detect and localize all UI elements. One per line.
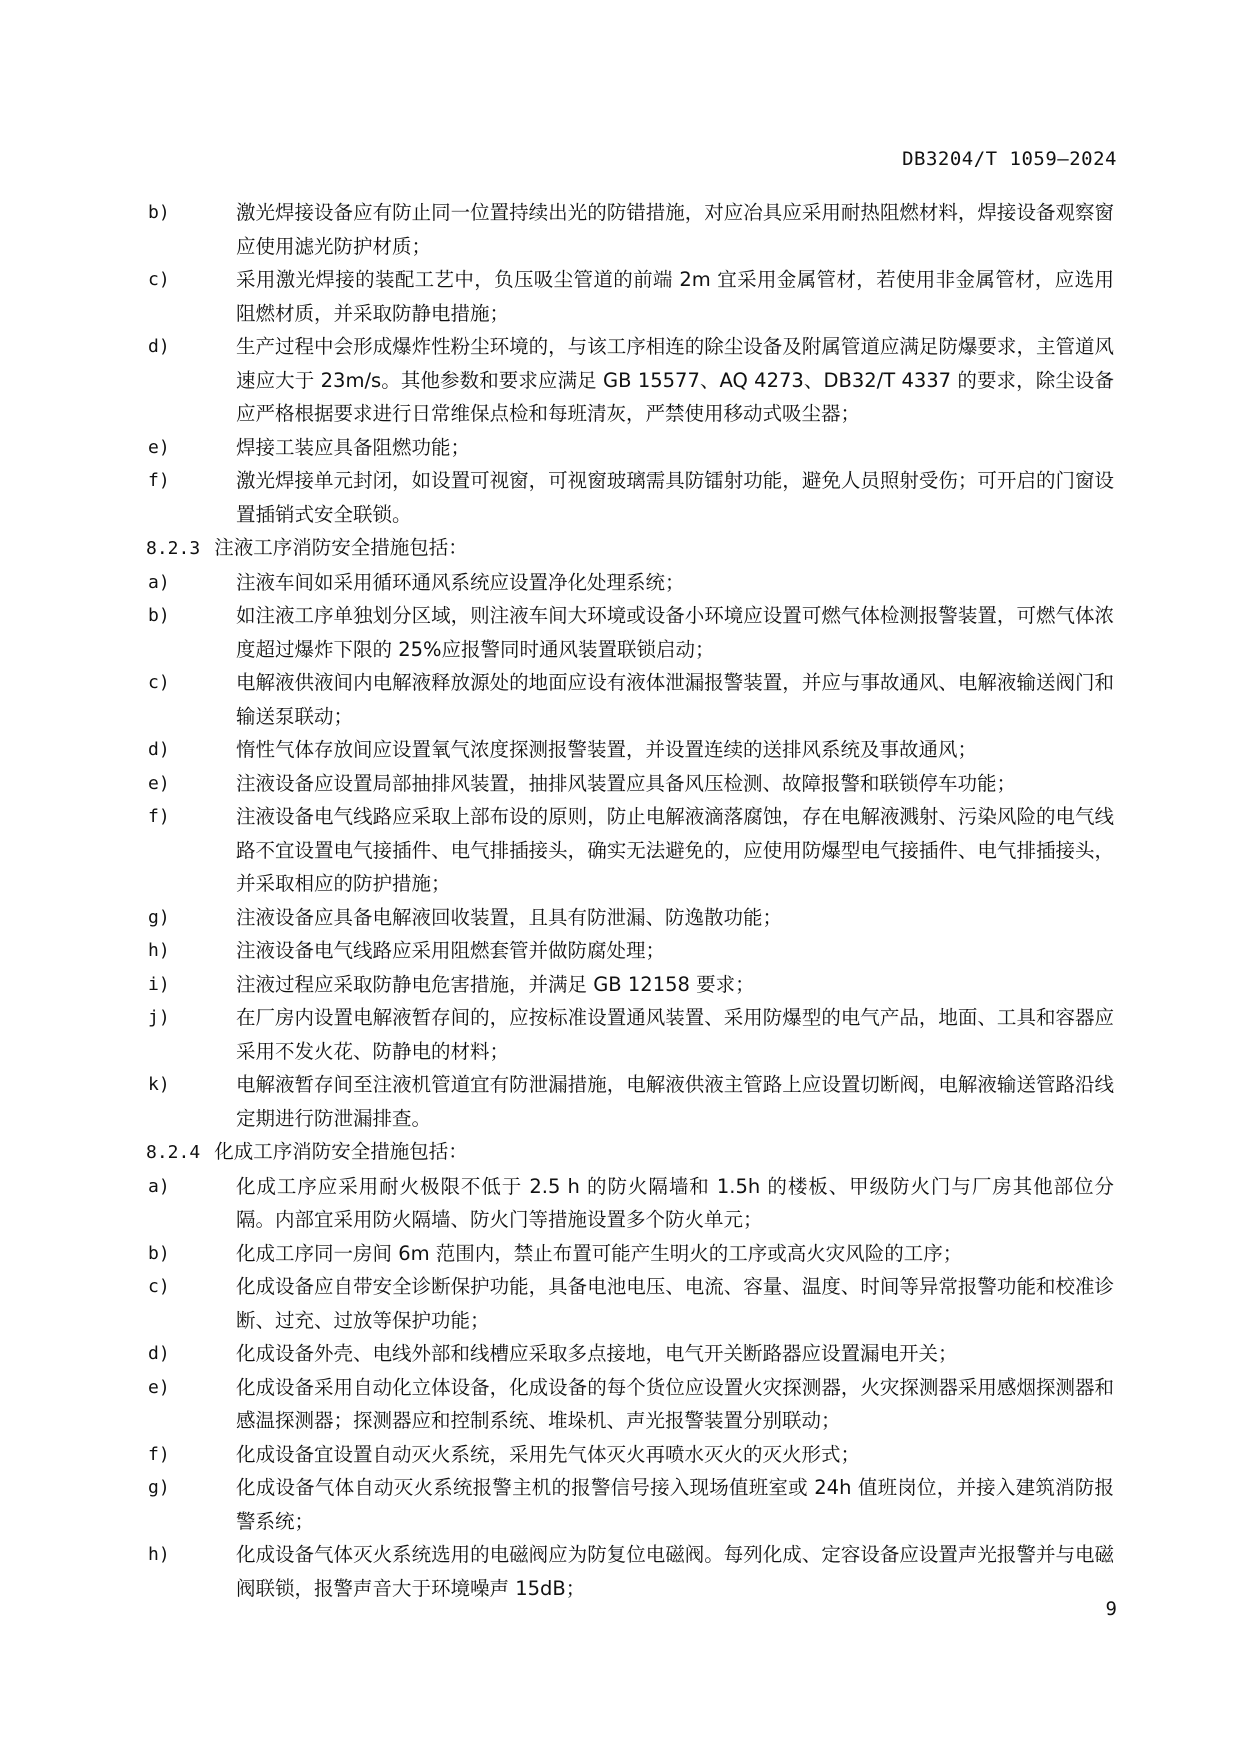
list-item-label: e) <box>148 1376 170 1398</box>
list-item <box>148 566 1114 600</box>
section-title: 化成工序消防安全措施包括： <box>214 1140 468 1163</box>
list-item <box>148 934 1114 968</box>
list-item <box>148 599 1114 666</box>
list-item <box>148 968 1114 1002</box>
section-number: 8.2.3 <box>146 538 201 559</box>
list-item-label: j) <box>148 1007 170 1028</box>
item-list-8-2-2 <box>0 196 1241 531</box>
list-item <box>148 1337 1114 1371</box>
list-item-label: c) <box>148 269 170 290</box>
list-item-text: 注液设备应具备电解液回收装置，且具有防泄漏、防逸散功能； <box>236 905 783 929</box>
item-list-8-2-4 <box>0 1170 1241 1606</box>
list-item-label: h) <box>148 1544 170 1565</box>
section-heading-8-2-3 <box>146 531 1114 566</box>
list-item <box>148 1001 1114 1068</box>
section-heading-8-2-4 <box>146 1135 1114 1170</box>
list-item-text: 激光焊接设备应有防止同一位置持续出光的防错措施，对应冶具应采用耐热阻燃材料，焊接设备观察窗应使用滤光防护材质； <box>236 201 1114 258</box>
list-item-text: 化成设备气体灭火系统选用的电磁阀应为防复位电磁阀。每列化成、定容设备应设置声光报警并与电磁阀联锁，报警声音大于环境噪声 15dB； <box>236 1543 1114 1600</box>
list-item-text: 在厂房内设置电解液暂存间的，应按标准设置通风装置、采用防爆型的电气产品，地面、工具和容器应采用不发火花、防静电的材料； <box>236 1006 1114 1063</box>
list-item-text: 化成工序应采用耐火极限不低于 2.5 h 的防火隔墙和 1.5h 的楼板、甲级防火门与厂房其他部位分隔。内部宜采用防火隔墙、防火门等措施设置多个防火单元； <box>236 1174 1114 1231</box>
list-item-label: b) <box>148 202 170 223</box>
list-item <box>148 733 1114 767</box>
list-item-text: 焊接工装应具备阻燃功能； <box>236 435 471 459</box>
list-item-text: 化成设备气体自动灭火系统报警主机的报警信号接入现场值班室或 24h 值班岗位，并接入建筑消防报警系统； <box>236 1476 1114 1533</box>
section-title: 注液工序消防安全措施包括： <box>214 536 468 559</box>
item-list-8-2-3 <box>0 566 1241 1136</box>
list-item <box>148 196 1114 263</box>
list-item-text: 化成工序同一房间 6m 范围内，禁止布置可能产生明火的工序或高火灾风险的工序； <box>236 1241 963 1265</box>
list-item <box>148 901 1114 935</box>
page-number: 9 <box>1105 1598 1117 1620</box>
list-item-text: 注液设备应设置局部抽排风装置，抽排风装置应具备风压检测、故障报警和联锁停车功能； <box>236 771 1017 795</box>
list-item-label: e) <box>148 436 170 458</box>
list-item-text: 电解液暂存间至注液机管道宜有防泄漏措施，电解液供液主管路上应设置切断阀，电解液输送管路沿线定期进行防泄漏排查。 <box>236 1073 1114 1130</box>
list-item-label: d) <box>148 336 170 357</box>
list-item-label: c) <box>148 1276 170 1297</box>
list-item-text: 化成设备应自带安全诊断保护功能，具备电池电压、电流、容量、温度、时间等异常报警功能和校准诊断、过充、过放等保护功能； <box>236 1275 1114 1332</box>
list-item-text: 注液过程应采取防静电危害措施，并满足 GB 12158 要求； <box>236 972 755 996</box>
list-item-label: d) <box>148 1343 170 1364</box>
list-item-label: k) <box>148 1074 170 1095</box>
list-item-label: d) <box>148 739 170 760</box>
list-item-label: a) <box>148 1175 170 1197</box>
list-item <box>148 800 1114 901</box>
list-item <box>148 330 1114 431</box>
list-item-text: 注液设备电气线路应采取上部布设的原则，防止电解液滴落腐蚀，存在电解液溅射、污染风险的电气线路不宜设置电气接插件、电气排插接头，确实无法避免的，应使用防爆型电气接插件、电气排插接头，并采取相应的防护措施； <box>236 805 1114 895</box>
list-item <box>148 431 1114 465</box>
list-item-text: 化成设备采用自动化立体设备，化成设备的每个货位应设置火灾探测器，火灾探测器采用感烟探测器和感温探测器；探测器应和控制系统、堆垛机、声光报警装置分别联动； <box>236 1375 1114 1432</box>
list-item <box>148 666 1114 733</box>
list-item-text: 化成设备外壳、电线外部和线槽应采取多点接地，电气开关断路器应设置漏电开关； <box>236 1342 958 1365</box>
document-code: DB3204/T 1059—2024 <box>902 148 1117 170</box>
list-item-text: 生产过程中会形成爆炸性粉尘环境的，与该工序相连的除尘设备及附属管道应满足防爆要求，主管道风速应大于 23m/s。其他参数和要求应满足 GB 15577、AQ 4273、DB32/T 4337 的要求，除尘设备应严格根据要求进行日常维保点检和每班清灰，严禁使用移动式吸尘器； <box>236 335 1114 425</box>
list-item-text: 如注液工序单独划分区域，则注液车间大环境或设备小环境应设置可燃气体检测报警装置，可燃气体浓度超过爆炸下限的 25%应报警同时通风装置联锁启动； <box>236 604 1114 661</box>
list-item-text: 采用激光焊接的装配工艺中，负压吸尘管道的前端 2m 宜采用金属管材，若使用非金属管材，应选用阻燃材质，并采取防静电措施； <box>236 268 1114 325</box>
list-item-label: g) <box>148 906 170 928</box>
list-item <box>148 767 1114 801</box>
list-item-label: h) <box>148 940 170 961</box>
list-item <box>148 1068 1114 1135</box>
list-item-label: g) <box>148 1477 170 1498</box>
list-item <box>148 1170 1114 1237</box>
list-item <box>148 1538 1114 1605</box>
list-item-label: c) <box>148 672 170 693</box>
list-item-label: f) <box>148 1443 170 1465</box>
list-item <box>148 1237 1114 1271</box>
list-item <box>148 1471 1114 1538</box>
list-item-label: e) <box>148 772 170 794</box>
list-item <box>148 1270 1114 1337</box>
list-item <box>148 464 1114 531</box>
list-item-label: f) <box>148 470 170 491</box>
list-item-text: 激光焊接单元封闭，如设置可视窗，可视窗玻璃需具防镭射功能，避免人员照射受伤；可开启的门窗设置插销式安全联锁。 <box>236 469 1114 526</box>
list-item <box>148 263 1114 330</box>
list-item-label: a) <box>148 571 170 593</box>
list-item-text: 惰性气体存放间应设置氧气浓度探测报警装置，并设置连续的送排风系统及事故通风； <box>236 738 978 761</box>
list-item-text: 化成设备宜设置自动灭火系统，采用先气体灭火再喷水灭火的灭火形式； <box>236 1442 861 1466</box>
section-number: 8.2.4 <box>146 1142 201 1163</box>
list-item <box>148 1438 1114 1472</box>
list-item-text: 注液车间如采用循环通风系统应设置净化处理系统； <box>236 570 685 594</box>
list-item-label: b) <box>148 1242 170 1264</box>
list-item-label: f) <box>148 806 170 827</box>
list-item-label: b) <box>148 605 170 626</box>
page-content <box>0 196 1241 1605</box>
list-item-text: 电解液供液间内电解液释放源处的地面应设有液体泄漏报警装置，并应与事故通风、电解液输送阀门和输送泵联动； <box>236 671 1114 728</box>
list-item-text: 注液设备电气线路应采用阻燃套管并做防腐处理； <box>236 939 666 962</box>
list-item <box>148 1371 1114 1438</box>
list-item-label: i) <box>148 973 170 995</box>
